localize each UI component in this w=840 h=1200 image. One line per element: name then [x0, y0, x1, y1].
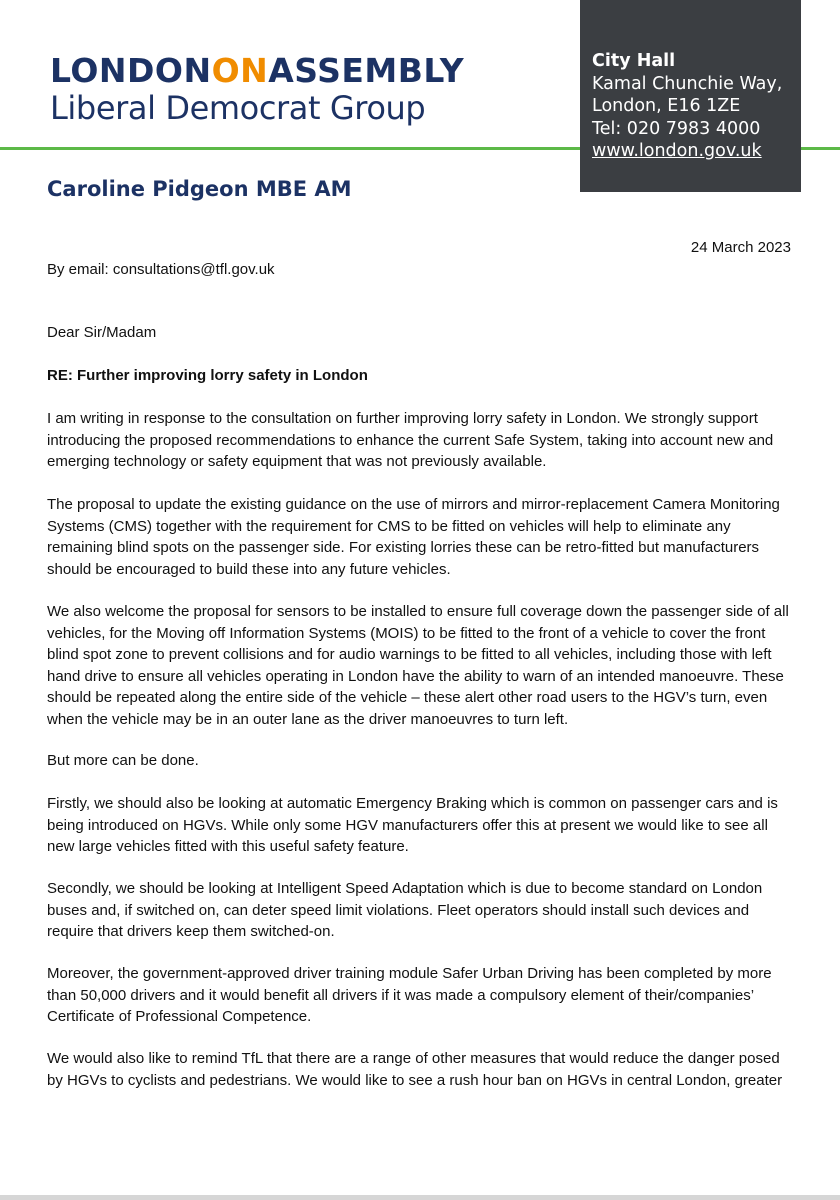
recipient-line: By email: consultations@tfl.gov.uk: [47, 261, 275, 278]
address-website-link[interactable]: www.london.gov.uk: [592, 141, 762, 161]
salutation: Dear Sir/Madam: [47, 324, 157, 341]
logo-assembly: ASSEMBLY: [268, 51, 465, 90]
paragraph: The proposal to update the existing guidance on the use of mirrors and mirror-replacement Camera Monitoring Systems (CMS) together with the requirement for CMS to be fitted on vehicles will help to eliminate any remaining blind spots on the passenger side. For existing lorries these can be retro-fitted but manufacturers should be encouraged to build these into any future vehicles.: [47, 496, 780, 578]
address-title: City Hall: [592, 51, 676, 71]
paragraph: We also welcome the proposal for sensors to be installed to ensure full coverage down the passenger side of all vehicles, for the Moving off Information Systems (MOIS) to be fitted to the front of a vehicle to cover the front blind spot zone to prevent collisions and for audio warnings to be fitted to all vehicles, including those with left hand drive to ensure all vehicles operating in London have the ability to warn of an intended manoeuvre. These should be repeated along the entire side of the vehicle – these alert other road users to the HGV’s turn, even when the vehicle may be in an outer lane as the driver manoeuvres to turn left.: [47, 603, 789, 728]
page-bottom-edge: [0, 1195, 840, 1200]
address-phone: Tel: 020 7983 4000: [592, 118, 761, 139]
letter-date: 24 March 2023: [690, 239, 791, 256]
paragraph: But more can be done.: [47, 752, 199, 769]
logo-on: ON: [211, 51, 269, 90]
logo-group-name: Liberal Democrat Group: [50, 89, 426, 127]
paragraph: Moreover, the government-approved driver training module Safer Urban Driving has been completed by more than 50,000 drivers and it would benefit all drivers if it was made a compulsory element of their/companies’ Certificate of Professional Competence.: [47, 965, 772, 1025]
logo-london: LONDON: [50, 51, 212, 90]
subject-line: RE: Further improving lorry safety in London: [47, 367, 368, 384]
london-assembly-logo: [50, 52, 464, 126]
paragraph: We would also like to remind TfL that there are a range of other measures that would reduce the danger posed by HGVs to cyclists and pedestrians. We would like to see a rush hour ban on HGVs in central London, greater: [47, 1050, 783, 1089]
author-name: Caroline Pidgeon MBE AM: [47, 177, 352, 201]
logo-wordmark: [50, 52, 464, 90]
address-street: Kamal Chunchie Way,: [592, 73, 783, 94]
paragraph: Secondly, we should be looking at Intelligent Speed Adaptation which is due to become standard on London buses and, if switched on, can deter speed limit violations. Fleet operators should install such devices and require that drivers keep them switched-on.: [47, 880, 763, 940]
address-panel: [580, 0, 801, 192]
paragraph: I am writing in response to the consultation on further improving lorry safety in London. We strongly support introducing the proposed recommendations to enhance the current Safe System, taking into account new and emerging technology or safety equipment that was not previously available.: [47, 410, 774, 470]
paragraph: Firstly, we should also be looking at automatic Emergency Braking which is common on passenger cars and is being introduced on HGVs. While only some HGV manufacturers offer this at present we would like to see all new large vehicles fitted with this useful safety feature.: [47, 795, 778, 855]
address-city: London, E16 1ZE: [592, 96, 741, 116]
